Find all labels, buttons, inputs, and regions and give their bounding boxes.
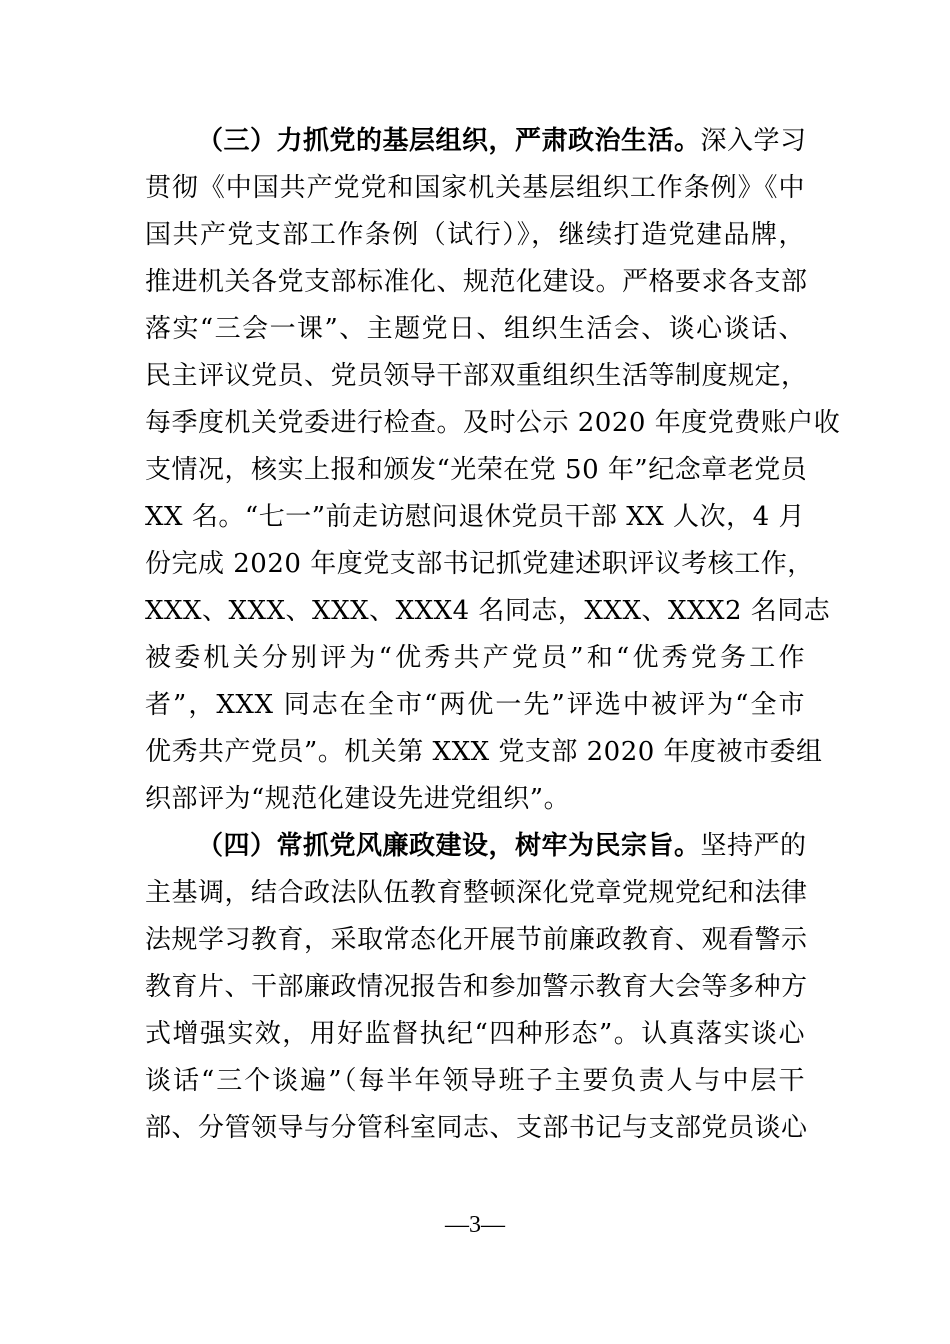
- paragraph-1-line-12: 被委机关分别评为“优秀共产党员”和“优秀党务工作: [145, 643, 805, 673]
- paragraph-1-line-6: 民主评议党员、党员领导干部双重组织生活等制度规定，: [145, 361, 808, 391]
- paragraph-1-line-13: 者”，XXX 同志在全市“两优一先”评选中被评为“全市: [145, 690, 805, 720]
- paragraph-1-heading: （三）力抓党的基层组织，严肃政治生活。: [197, 126, 701, 156]
- body-text: [145, 118, 841, 1152]
- page-number: —3—: [445, 1212, 505, 1238]
- paragraph-1-lead-text: 深入学习: [700, 126, 807, 156]
- paragraph-2-line-2: 主基调，结合政法队伍教育整顿深化党章党规党纪和法律: [145, 878, 808, 908]
- paragraph-1-line-8: 支情况，核实上报和颁发“光荣在党 50 年”纪念章老党员: [145, 455, 808, 485]
- paragraph-2-line-6: 谈话“三个谈遍”（每半年领导班子主要负责人与中层干: [145, 1066, 805, 1096]
- paragraph-2-line-4: 教育片、干部廉政情况报告和参加警示教育大会等多种方: [145, 972, 808, 1002]
- paragraph-2-line-5: 式增强实效，用好监督执纪“四种形态”。认真落实谈心: [145, 1019, 805, 1049]
- paragraph-2-line-7: 部、分管领导与分管科室同志、支部书记与支部党员谈心: [145, 1113, 808, 1143]
- paragraph-1-line-14: 优秀共产党员”。机关第 XXX 党支部 2020 年度被市委组: [145, 737, 823, 767]
- paragraph-1-line-5: 落实“三会一课”、主题党日、组织生活会、谈心谈话、: [145, 314, 805, 344]
- paragraph-2-heading: （四）常抓党风廉政建设，树牢为民宗旨。: [197, 831, 701, 861]
- paragraph-1-line-4: 推进机关各党支部标准化、规范化建设。严格要求各支部: [145, 267, 808, 297]
- paragraph-1-line-7: 每季度机关党委进行检查。及时公示 2020 年度党费账户收: [145, 408, 841, 438]
- paragraph-1-line-2: 贯彻《中国共产党党和国家机关基层组织工作条例》《中: [145, 173, 805, 203]
- paragraph-1-first-line: [145, 118, 805, 165]
- paragraph-1-line-11: XXX、XXX、XXX、XXX4 名同志，XXX、XXX2 名同志: [145, 596, 831, 626]
- paragraph-2-line-3: 法规学习教育，采取常态化开展节前廉政教育、观看警示: [145, 925, 808, 955]
- paragraph-1-line-9: XX 名。“七一”前走访慰问退休党员干部 XX 人次，4 月: [145, 502, 805, 532]
- paragraph-2-lead-text: 坚持严的: [700, 831, 807, 861]
- paragraph-1-line-15: 织部评为“规范化建设先进党组织”。: [145, 784, 571, 814]
- paragraph-1-line-3: 国共产党支部工作条例（试行）》，继续打造党建品牌，: [145, 220, 805, 250]
- paragraph-2-first-line: [145, 823, 805, 870]
- paragraph-1-line-10: 份完成 2020 年度党支部书记抓党建述职评议考核工作，: [145, 549, 814, 579]
